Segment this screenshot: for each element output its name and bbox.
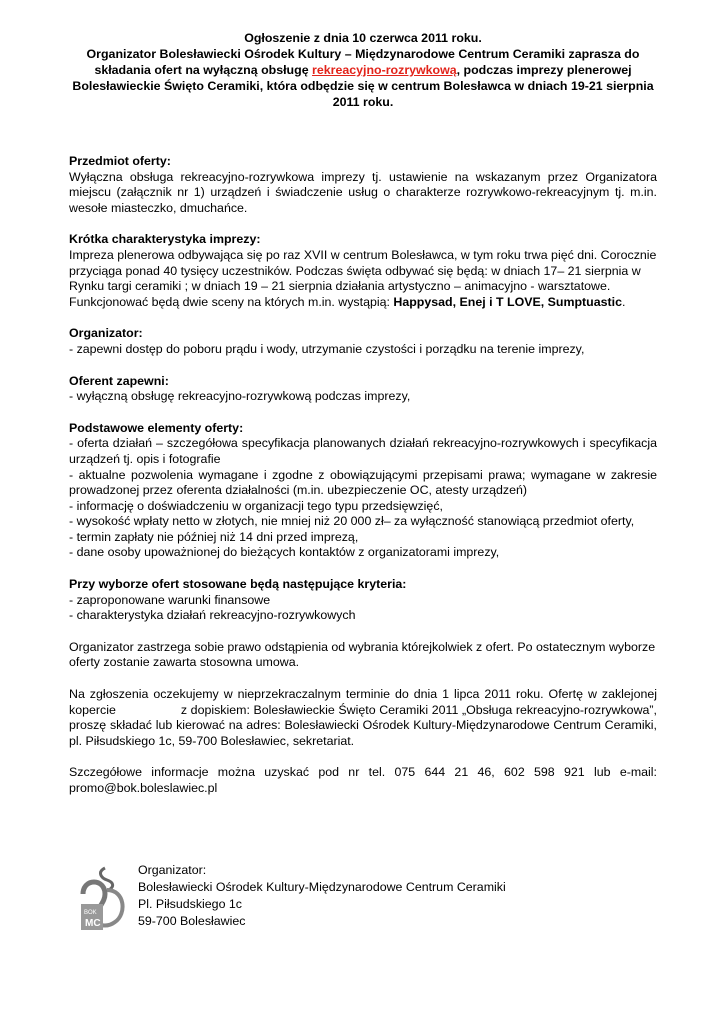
list-item: - informację o doświadczeniu w organizacji tego typu przedsięwzięć,: [69, 498, 443, 513]
section-informacje: [69, 765, 657, 796]
artists-list: Happysad, Enej i T LOVE, Sumptuastic: [393, 294, 622, 309]
section-title: Podstawowe elementy oferty:: [69, 420, 244, 435]
text-line: przyciąga ponad 40 tysięcy uczestników. Podczas święta odbywać się będą: w dniach 17– 21 sierpnia w: [69, 263, 641, 278]
text-line: Impreza plenerowa odbywająca się po raz XVII w centrum Bolesławca, w tym roku trwa pięć dni. Corocznie: [69, 247, 657, 262]
section-zgloszenia: [69, 687, 661, 749]
bok-mcc-logo-icon: [75, 864, 131, 934]
intro-text: Organizator Bolesławiecki Ośrodek Kultury – Międzynarodowe Centrum Ceramiki zaprasza do składania ofert na wyłączną obsługę: [86, 47, 640, 77]
section-text: - zapewni dostęp do poboru prądu i wody, utrzymanie czystości i porządku na terenie imprezy,: [69, 341, 585, 356]
section-kryteria: [69, 577, 657, 624]
footer-address: [138, 862, 506, 930]
footer-line: Bolesławiecki Ośrodek Kultury-Międzynarodowe Centrum Ceramiki: [138, 880, 506, 894]
footer-organizer: [69, 862, 657, 942]
section-text: Wyłączna obsługa rekreacyjno-rozrywkowa imprezy tj. ustawienie na wskazanym przez Organizatora miejscu (załącznik nr 1) urządzeń i świadczenie usług o charakterze rozrywkowo-rekreacyjnym tj. m.in. wesołe miasteczko, dmuchańce.: [69, 169, 657, 215]
text-fragment: .: [621, 294, 626, 309]
section-przedmiot: [69, 154, 657, 216]
footer-line: 59-700 Bolesławiec: [138, 914, 246, 928]
section-organizator: [69, 326, 657, 357]
text-line: Organizator zastrzega sobie prawo odstąpienia od wybrania którejkolwiek z ofert. Po ostatecznym wyborze: [69, 639, 656, 654]
text-fragment: Funkcjonować będą dwie sceny na których m.in. wystąpią:: [69, 294, 394, 309]
announcement-intro: [69, 46, 657, 110]
document-body: [69, 30, 661, 797]
footer-line: Pl. Piłsudskiego 1c: [138, 897, 242, 911]
list-item: - charakterystyka działań rekreacyjno-rozrywkowych: [69, 608, 356, 623]
section-title: Przy wyborze ofert stosowane będą następujące kryteria:: [69, 577, 407, 592]
list-item: - wysokość wpłaty netto w złotych, nie mniej niż 20 000 zł– za wyłączność stanowiącą przedmiot oferty,: [69, 514, 635, 529]
list-item: - dane osoby upoważnionej do bieżących kontaktów z organizatorami imprezy,: [69, 545, 500, 560]
highlight-text: rekreacyjno-rozrywkową: [312, 63, 457, 77]
list-item: - aktualne pozwolenia wymagane i zgodne z obowiązującymi przepisami prawa; wymagane w zakresie prowadzonej przez oferenta działalności (m.in. ubezpieczenie OC, atesty urządzeń): [69, 467, 657, 498]
announcement-date: Ogłoszenie z dnia 10 czerwca 2011 roku.: [244, 31, 482, 45]
announcement-header: [69, 30, 657, 110]
section-oferent: [69, 374, 657, 405]
section-title: Organizator:: [69, 326, 143, 341]
list-item: - termin zapłaty nie później niż 14 dni przed imprezą,: [69, 529, 359, 544]
logo-text: BOK: [84, 910, 97, 916]
section-zastrzezenie: [69, 640, 657, 671]
list-item: - oferta działań – szczegółowa specyfikacja planowanych działań rekreacyjno-rozrywkowych i specyfikacja urządzeń tj. opis i fotografie: [69, 436, 657, 466]
text-line: Rynku targi ceramiki ; w dniach 19 – 21 sierpnia działania artystyczno – animacyjno - warsztatowe.: [69, 279, 611, 294]
footer-line: Organizator:: [138, 863, 207, 877]
list-item: - zaproponowane warunki finansowe: [69, 592, 271, 607]
logo-text-mcc: MC: [85, 918, 101, 929]
text-line: oferty zostanie zawarta stosowna umowa.: [69, 655, 300, 670]
section-charakterystyka: [69, 232, 657, 310]
intro-text-end: , podczas imprezy plenerowej Bolesławieckie Święto Ceramiki, która odbędzie się w centrum Bolesławca w dniach 19-21 sierpnia 2011 roku.: [72, 63, 654, 109]
section-title: Krótka charakterystyka imprezy:: [69, 232, 261, 247]
contact-text: Szczegółowe informacje można uzyskać pod nr tel. 075 644 21 46, 602 598 921 lub e-mail: promo@bok.boleslawiec.pl: [69, 765, 657, 795]
section-text: - wyłączną obsługę rekreacyjno-rozrywkową podczas imprezy,: [69, 389, 411, 404]
section-title: Oferent zapewni:: [69, 373, 169, 388]
section-elementy: [69, 421, 657, 561]
section-text: Na zgłoszenia oczekujemy w nieprzekraczalnym terminie do dnia 1 lipca 2011 roku. Ofertę w zaklejonej kopercie z dopiskiem: Bolesławieckie Święto Ceramiki 2011 „Obsługa rekreacyjno-rozrywkowa”, proszę składać lub kierować na adres: Bolesławiecki Ośrodek Kultury-Międzynarodowe Centrum Ceramiki, pl. Piłsudskiego 1c, 59-700 Bolesławiec, sekretariat.: [69, 687, 661, 748]
text-line: [69, 295, 657, 311]
section-title: Przedmiot oferty:: [69, 154, 171, 168]
